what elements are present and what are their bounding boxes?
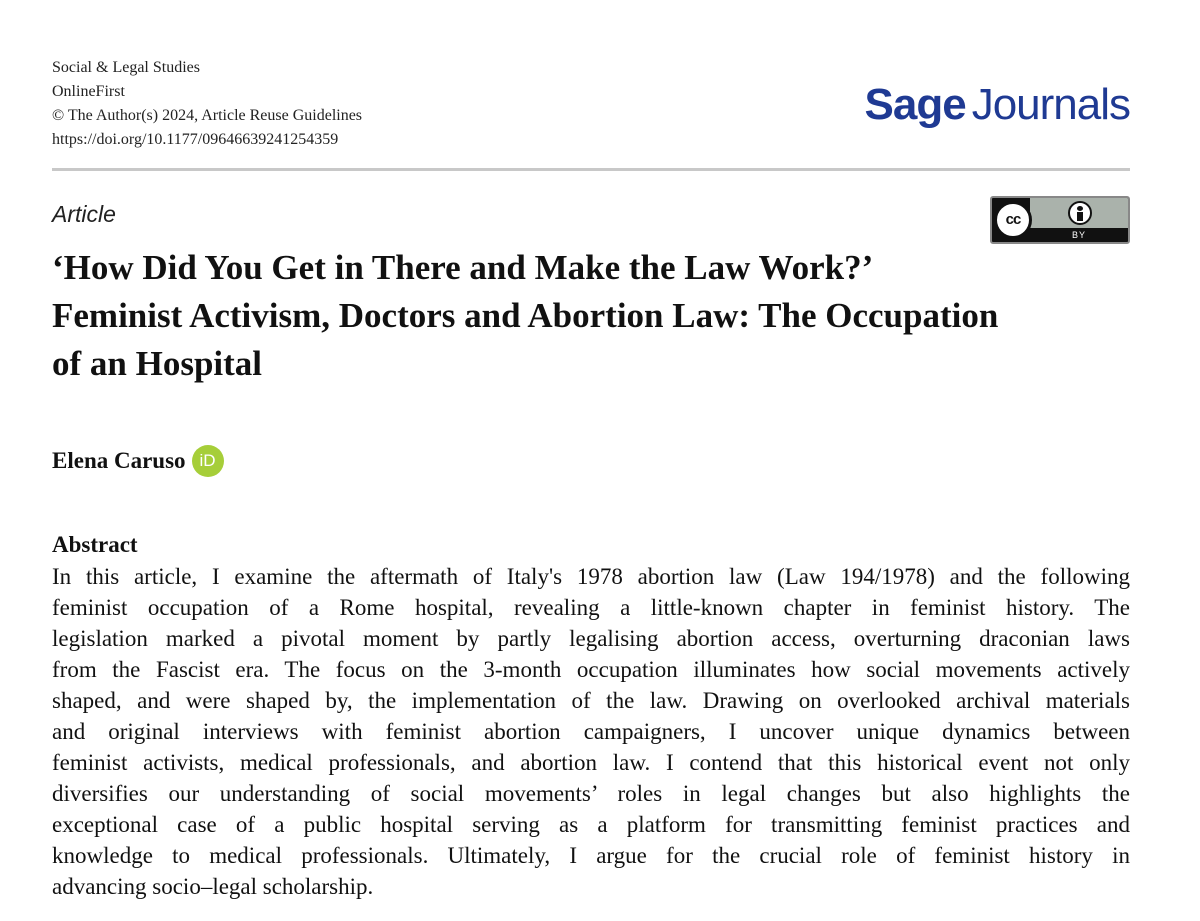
header-divider <box>52 168 1130 171</box>
title-line-3: of an Hospital <box>52 344 263 383</box>
sage-journals-logo[interactable] <box>865 80 1130 130</box>
title-line-2: Feminist Activism, Doctors and Abortion Law: The Occupation <box>52 296 999 335</box>
title-line-1: ‘How Did You Get in There and Make the Law Work?’ <box>52 248 874 287</box>
brand-word-2: Journals <box>971 80 1130 129</box>
journal-meta <box>52 56 362 152</box>
author-row <box>52 446 224 476</box>
abstract-line: feminist occupation of a Rome hospital, revealing a little-known chapter in feminist history. The <box>52 595 1130 620</box>
abstract-line: feminist activists, medical professionals, and abortion law. I contend that this historical event not only <box>52 750 1130 775</box>
abstract-line: and original interviews with feminist abortion campaigners, I uncover unique dynamics between <box>52 719 1130 744</box>
article-page <box>52 0 1130 921</box>
person-icon <box>1068 201 1092 225</box>
abstract-line: diversifies our understanding of social movements’ roles in legal changes but also highlights the <box>52 781 1130 806</box>
copyright-line[interactable]: © The Author(s) 2024, Article Reuse Guidelines <box>52 107 363 124</box>
abstract-line: exceptional case of a public hospital serving as a platform for transmitting feminist practices and <box>52 812 1130 837</box>
author-name[interactable]: Elena Caruso <box>52 448 186 473</box>
journal-issue: OnlineFirst <box>52 83 125 100</box>
abstract-line: In this article, I examine the aftermath of Italy's 1978 abortion law (Law 194/1978) and the following <box>52 564 1130 589</box>
journal-name: Social & Legal Studies <box>52 59 200 76</box>
by-label: BY <box>1071 230 1086 240</box>
abstract-line: shaped, and were shaped by, the implementation of the law. Drawing on overlooked archival materials <box>52 688 1130 713</box>
abstract-body <box>52 561 1130 902</box>
creative-commons-by-icon[interactable] <box>990 196 1130 244</box>
abstract-line: advancing socio–legal scholarship. <box>52 874 374 899</box>
doi-link[interactable]: https://doi.org/10.1177/09646639241254359 <box>52 131 339 148</box>
abstract-line: legislation marked a pivotal moment by partly legalising abortion access, overturning draconian laws <box>52 626 1130 651</box>
abstract-heading: Abstract <box>52 532 138 557</box>
orcid-icon[interactable]: iD <box>192 445 224 477</box>
brand-word-1: Sage <box>864 80 966 129</box>
cc-icon: cc <box>994 201 1032 239</box>
article-title <box>52 244 1130 388</box>
abstract-line: from the Fascist era. The focus on the 3-month occupation illuminates how social movements actively <box>52 657 1130 682</box>
article-type-label: Article <box>52 201 116 227</box>
abstract-line: knowledge to medical professionals. Ultimately, I argue for the crucial role of feminist history in <box>52 843 1130 868</box>
